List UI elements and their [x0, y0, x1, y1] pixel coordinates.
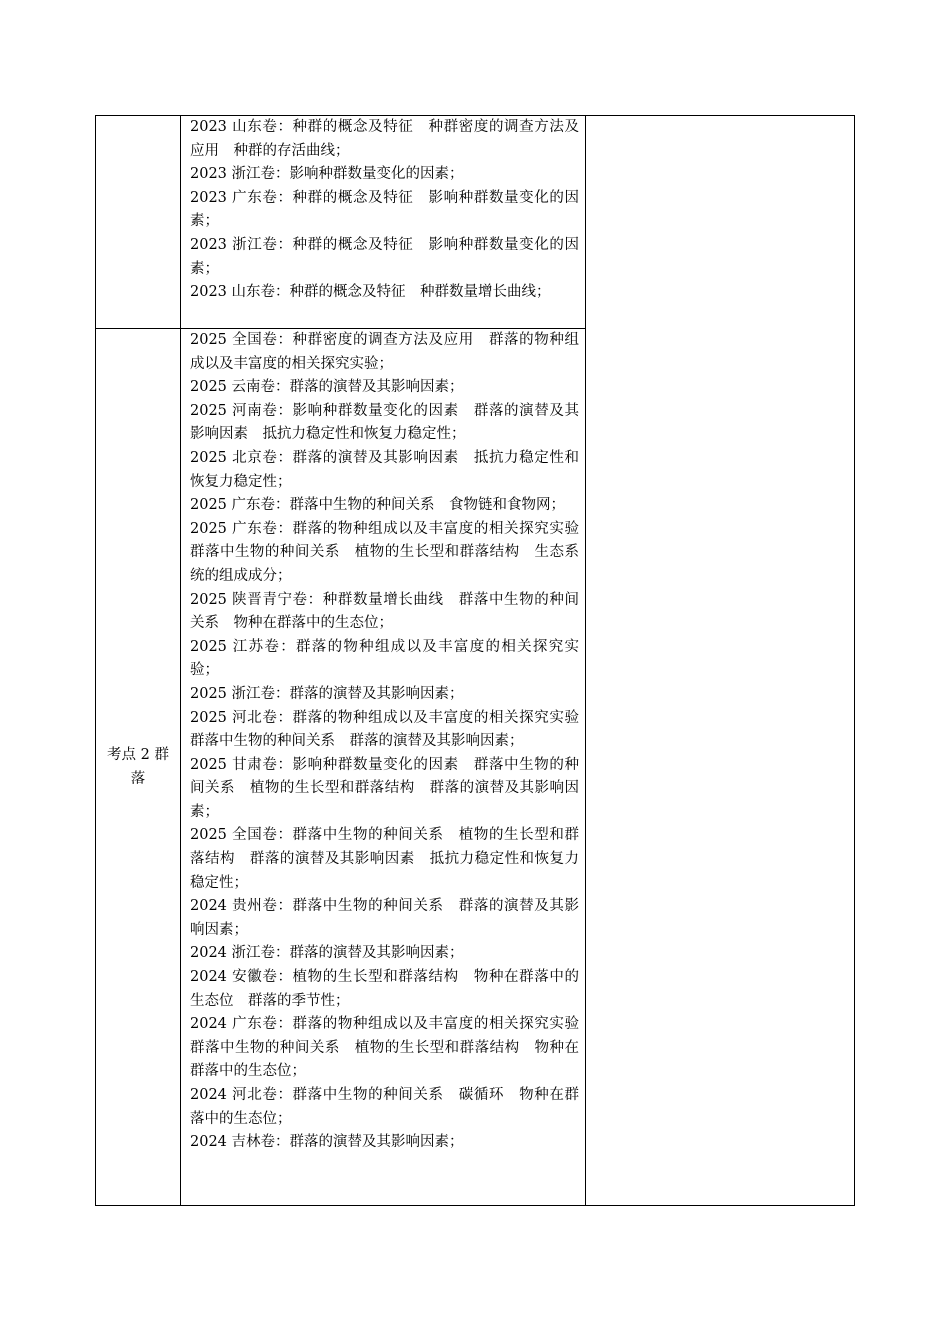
list-item: 2025 河南卷：影响种群数量变化的因素 群落的演替及其影响因素 抵抗力稳定性和恢复力稳定性；	[190, 402, 579, 443]
list-item: 2023 浙江卷：影响种群数量变化的因素；	[190, 166, 464, 183]
list-item: 2024 贵州卷：群落中生物的种间关系 群落的演替及其影响因素；	[190, 898, 579, 938]
list-item: 2025 江苏卷：群落的物种组成以及丰富度的相关探究实验；	[190, 638, 579, 679]
list-item: 2024 吉林卷：群落的演替及其影响因素；	[190, 1134, 464, 1151]
list-item: 2025 北京卷：群落的演替及其影响因素 抵抗力稳定性和恢复力稳定性；	[190, 449, 579, 490]
exam-items-cell	[181, 329, 594, 1206]
topic-cell: 考点 2 群落	[96, 329, 181, 1206]
list-item: 2023 山东卷：种群的概念及特征 种群数量增长曲线；	[190, 284, 551, 301]
list-item: 2025 陕晋青宁卷：种群数量增长曲线 群落中生物的种间关系 物种在群落中的生态位；	[190, 591, 579, 632]
list-item: 2025 河北卷：群落的物种组成以及丰富度的相关探究实验 群落中生物的种间关系 群落的演替及其影响因素；	[190, 709, 594, 750]
list-item: 2024 广东卷：群落的物种组成以及丰富度的相关探究实验 群落中生物的种间关系 植物的生长型和群落结构 物种在群落中的生态位；	[190, 1016, 594, 1080]
list-item: 2025 全国卷：种群密度的调查方法及应用 群落的物种组成以及丰富度的相关探究实验；	[190, 332, 579, 372]
topic-cell	[96, 116, 181, 329]
list-item: 2025 浙江卷：群落的演替及其影响因素；	[190, 685, 464, 702]
table-row	[96, 116, 855, 329]
list-item: 2025 广东卷：群落的物种组成以及丰富度的相关探究实验 群落中生物的种间关系 植物的生长型和群落结构 生态系统的组成成分；	[190, 520, 594, 584]
exam-items-cell	[181, 116, 586, 329]
list-item: 2025 甘肃卷：影响种群数量变化的因素 群落中生物的种间关系 植物的生长型和群落结构 群落的演替及其影响因素；	[190, 756, 579, 820]
list-item: 2023 山东卷：种群的概念及特征 种群密度的调查方法及应用 种群的存活曲线；	[190, 119, 579, 159]
list-item: 2024 安徽卷：植物的生长型和群落结构 物种在群落中的生态位 群落的季节性；	[190, 969, 579, 1009]
list-item: 2025 云南卷：群落的演替及其影响因素；	[190, 379, 464, 396]
list-item: 2025 全国卷：群落中生物的种间关系 植物的生长型和群落结构 群落的演替及其影响因素 抵抗力稳定性和恢复力稳定性；	[190, 827, 579, 891]
list-item: 2023 广东卷：种群的概念及特征 影响种群数量变化的因素；	[190, 189, 579, 230]
notes-cell	[586, 116, 855, 1206]
list-item: 2023 浙江卷：种群的概念及特征 影响种群数量变化的因素；	[190, 236, 579, 277]
exam-topic-table	[95, 115, 855, 1206]
list-item: 2024 河北卷：群落中生物的种间关系 碳循环 物种在群落中的生态位；	[190, 1087, 579, 1127]
list-item: 2025 广东卷：群落中生物的种间关系 食物链和食物网；	[190, 497, 566, 514]
list-item: 2024 浙江卷：群落的演替及其影响因素；	[190, 945, 464, 962]
